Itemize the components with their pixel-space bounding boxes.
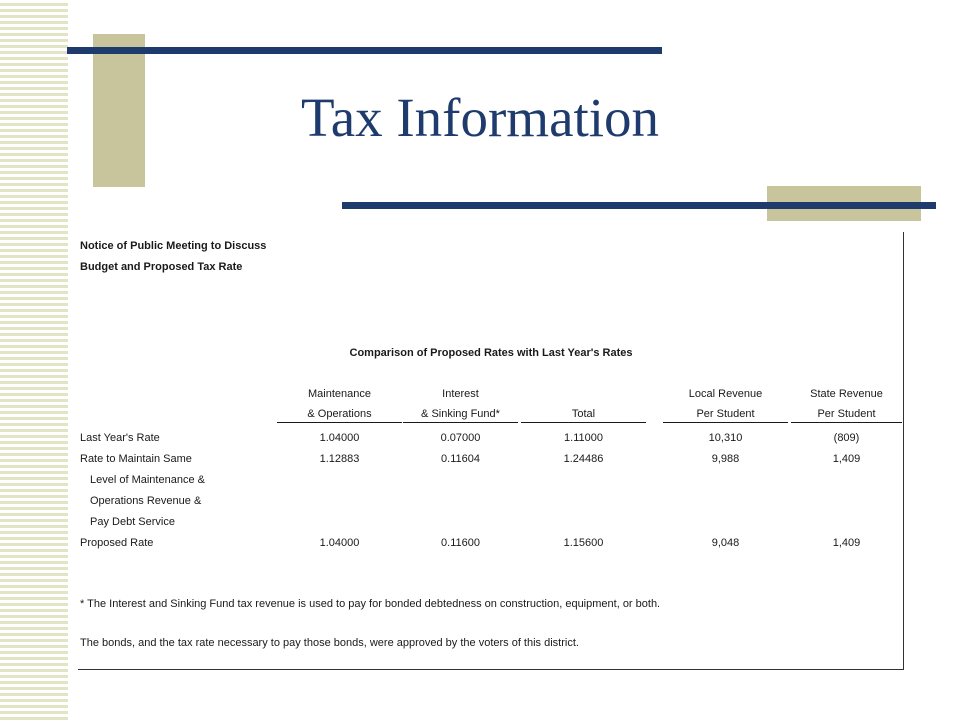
decor-navy-bar-top	[67, 47, 662, 54]
cell-proposed-mo: 1.04000	[319, 537, 360, 549]
footnote-interest-sinking: * The Interest and Sinking Fund tax revenue is used to pay for bonded debtedness on construction, equipment, or both.	[80, 598, 661, 610]
row-label-last-year: Last Year's Rate	[80, 432, 160, 444]
tax-notice-document	[78, 232, 904, 670]
notice-line-1: Notice of Public Meeting to Discuss	[80, 240, 267, 252]
cell-maintain-mo: 1.12883	[319, 453, 360, 465]
col-header-is-line1: Interest	[442, 388, 479, 400]
header-underline	[403, 422, 518, 423]
row-label-proposed: Proposed Rate	[80, 537, 154, 549]
col-header-local-line1: Local Revenue	[688, 388, 763, 400]
cell-last-year-total: 1.11000	[564, 432, 603, 444]
cell-last-year-local: 10,310	[708, 432, 743, 444]
cell-last-year-state: (809)	[833, 432, 860, 444]
col-header-is-line2: & Sinking Fund*	[421, 408, 500, 420]
slide-title: Tax Information	[300, 87, 660, 148]
cell-maintain-total: 1.24486	[563, 453, 604, 465]
header-underline	[791, 422, 902, 423]
row-label-maintain: Rate to Maintain Same	[80, 453, 192, 465]
notice-line-2: Budget and Proposed Tax Rate	[80, 261, 243, 273]
header-underline	[663, 422, 788, 423]
cell-last-year-mo: 1.04000	[319, 432, 360, 444]
cell-proposed-state: 1,409	[832, 537, 861, 549]
cell-last-year-is: 0.07000	[440, 432, 481, 444]
col-header-local-line2: Per Student	[696, 408, 755, 420]
decor-navy-bar-bottom	[342, 202, 936, 209]
row-label-continuation: Operations Revenue &	[90, 495, 202, 507]
cell-maintain-state: 1,409	[832, 453, 861, 465]
cell-proposed-is: 0.11600	[441, 537, 480, 549]
comparison-title: Comparison of Proposed Rates with Last Year's Rates	[349, 347, 633, 359]
col-header-mo-line1: Maintenance	[308, 388, 371, 400]
header-underline	[277, 422, 402, 423]
col-header-state-line1: State Revenue	[810, 388, 883, 400]
col-header-state-line2: Per Student	[817, 408, 876, 420]
row-label-continuation: Pay Debt Service	[90, 516, 175, 528]
footnote-bonds-approval: The bonds, and the tax rate necessary to pay those bonds, were approved by the voters of this district.	[80, 637, 579, 649]
col-header-mo-line2: & Operations	[307, 408, 372, 420]
row-label-continuation: Level of Maintenance &	[90, 474, 205, 486]
cell-proposed-local: 9,048	[711, 537, 740, 549]
col-header-total: Total	[571, 408, 596, 420]
header-underline	[521, 422, 646, 423]
cell-maintain-is: 0.11604	[441, 453, 480, 465]
cell-proposed-total: 1.15600	[563, 537, 604, 549]
cell-maintain-local: 9,988	[711, 453, 740, 465]
